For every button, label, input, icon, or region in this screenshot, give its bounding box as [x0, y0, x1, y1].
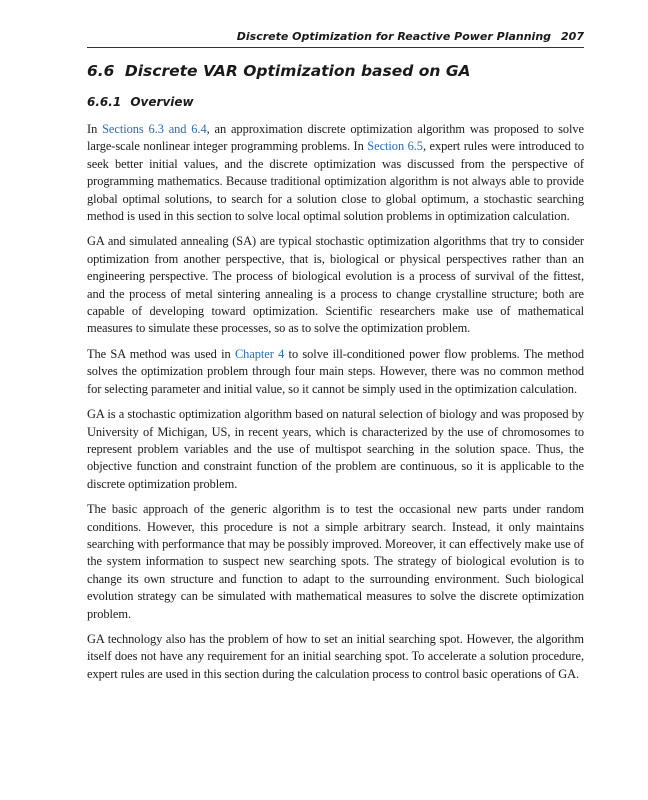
paragraph-6: GA technology also has the problem of how to set an initial searching spot. However, the algorithm itself does not have any requirement for an initial searching spot. To accelerate a solution procedure, expert rules are used in this section during the calculation process to control basic operations of GA. [87, 631, 584, 681]
running-header [87, 30, 584, 48]
chapter-4-link[interactable]: Chapter 4 [234, 346, 285, 361]
paragraph-3 [87, 346, 584, 398]
section-6-5-link[interactable]: Section 6.5 [367, 139, 423, 154]
subsection-number: 6.6.1 [87, 95, 122, 109]
body-text [87, 121, 584, 683]
subsection-title: Overview [130, 95, 194, 109]
paragraph-text: to solve ill-conditioned power flow problems. The method solves the optimization problem through four main steps. However, there was no common method for selecting parameter and initial value, so it cannot be simply used in the optimization calculation. [87, 346, 584, 396]
section-title: Discrete VAR Optimization based on GA [124, 62, 471, 80]
paragraph-text: , an approximation discrete optimization algorithm was proposed to solve large-scale nonlinear integer programming problems. In [87, 122, 585, 154]
paragraph-text: In [87, 122, 103, 136]
running-title: Discrete Optimization for Reactive Power Planning [236, 30, 552, 43]
page-number: 207 [561, 30, 584, 43]
page [87, 30, 584, 691]
paragraph-4: GA is a stochastic optimization algorithm based on natural selection of biology and was proposed by University of Michigan, US, in recent years, which is characterized by the use of chromosomes to represent problem variables and the use of multispot searching in the solution space. Thus, the objective function and constraint function of the problem are continuous, so it is applicable to the discrete optimization problem. [87, 407, 584, 491]
sections-6-3-6-4-link[interactable]: Sections 6.3 and 6.4 [102, 122, 207, 136]
section-heading [87, 61, 584, 81]
paragraph-5: The basic approach of the generic algorithm is to test the occasional new parts under random conditions. However, this procedure is not a simple arbitrary search. Instead, it only maintains searching with performance that may be possibly improved. Moreover, it can effectively make use of the system information to suspect new searching spots. The strategy of biological evolution is to change its own structure and function to adapt to the surrounding environment. Such biological evolution strategy can be simulated with mathematical measures to solve the discrete optimization problem. [87, 502, 584, 621]
paragraph-2: GA and simulated annealing (SA) are typical stochastic optimization algorithms that try to consider optimization from another perspective, that is, biological or physical perspectives rather than an engineering perspective. The process of biological evolution is a process of survival of the fittest, and the process of metal sintering annealing is a process to change crystalline structure; both are capable of developing toward optimization. Scientific researchers make use of mathematical measures to simulate these processes, so as to solve the optimization problem. [87, 234, 584, 336]
subsection-heading [87, 94, 584, 110]
section-number: 6.6 [87, 62, 115, 80]
paragraph-1 [87, 121, 584, 225]
paragraph-text: The SA method was used in [87, 346, 235, 361]
paragraph-text: , expert rules were introduced to seek better initial values, and the discrete optimization was discussed from the perspective of programming mathematics. Because traditional optimization algorithm is not always able to provide global optimal solutions, to search for a solution close to global optimum, a stochastic searching method is used in this section to solve local optimal solution problems in optimization calculation. [87, 139, 585, 224]
